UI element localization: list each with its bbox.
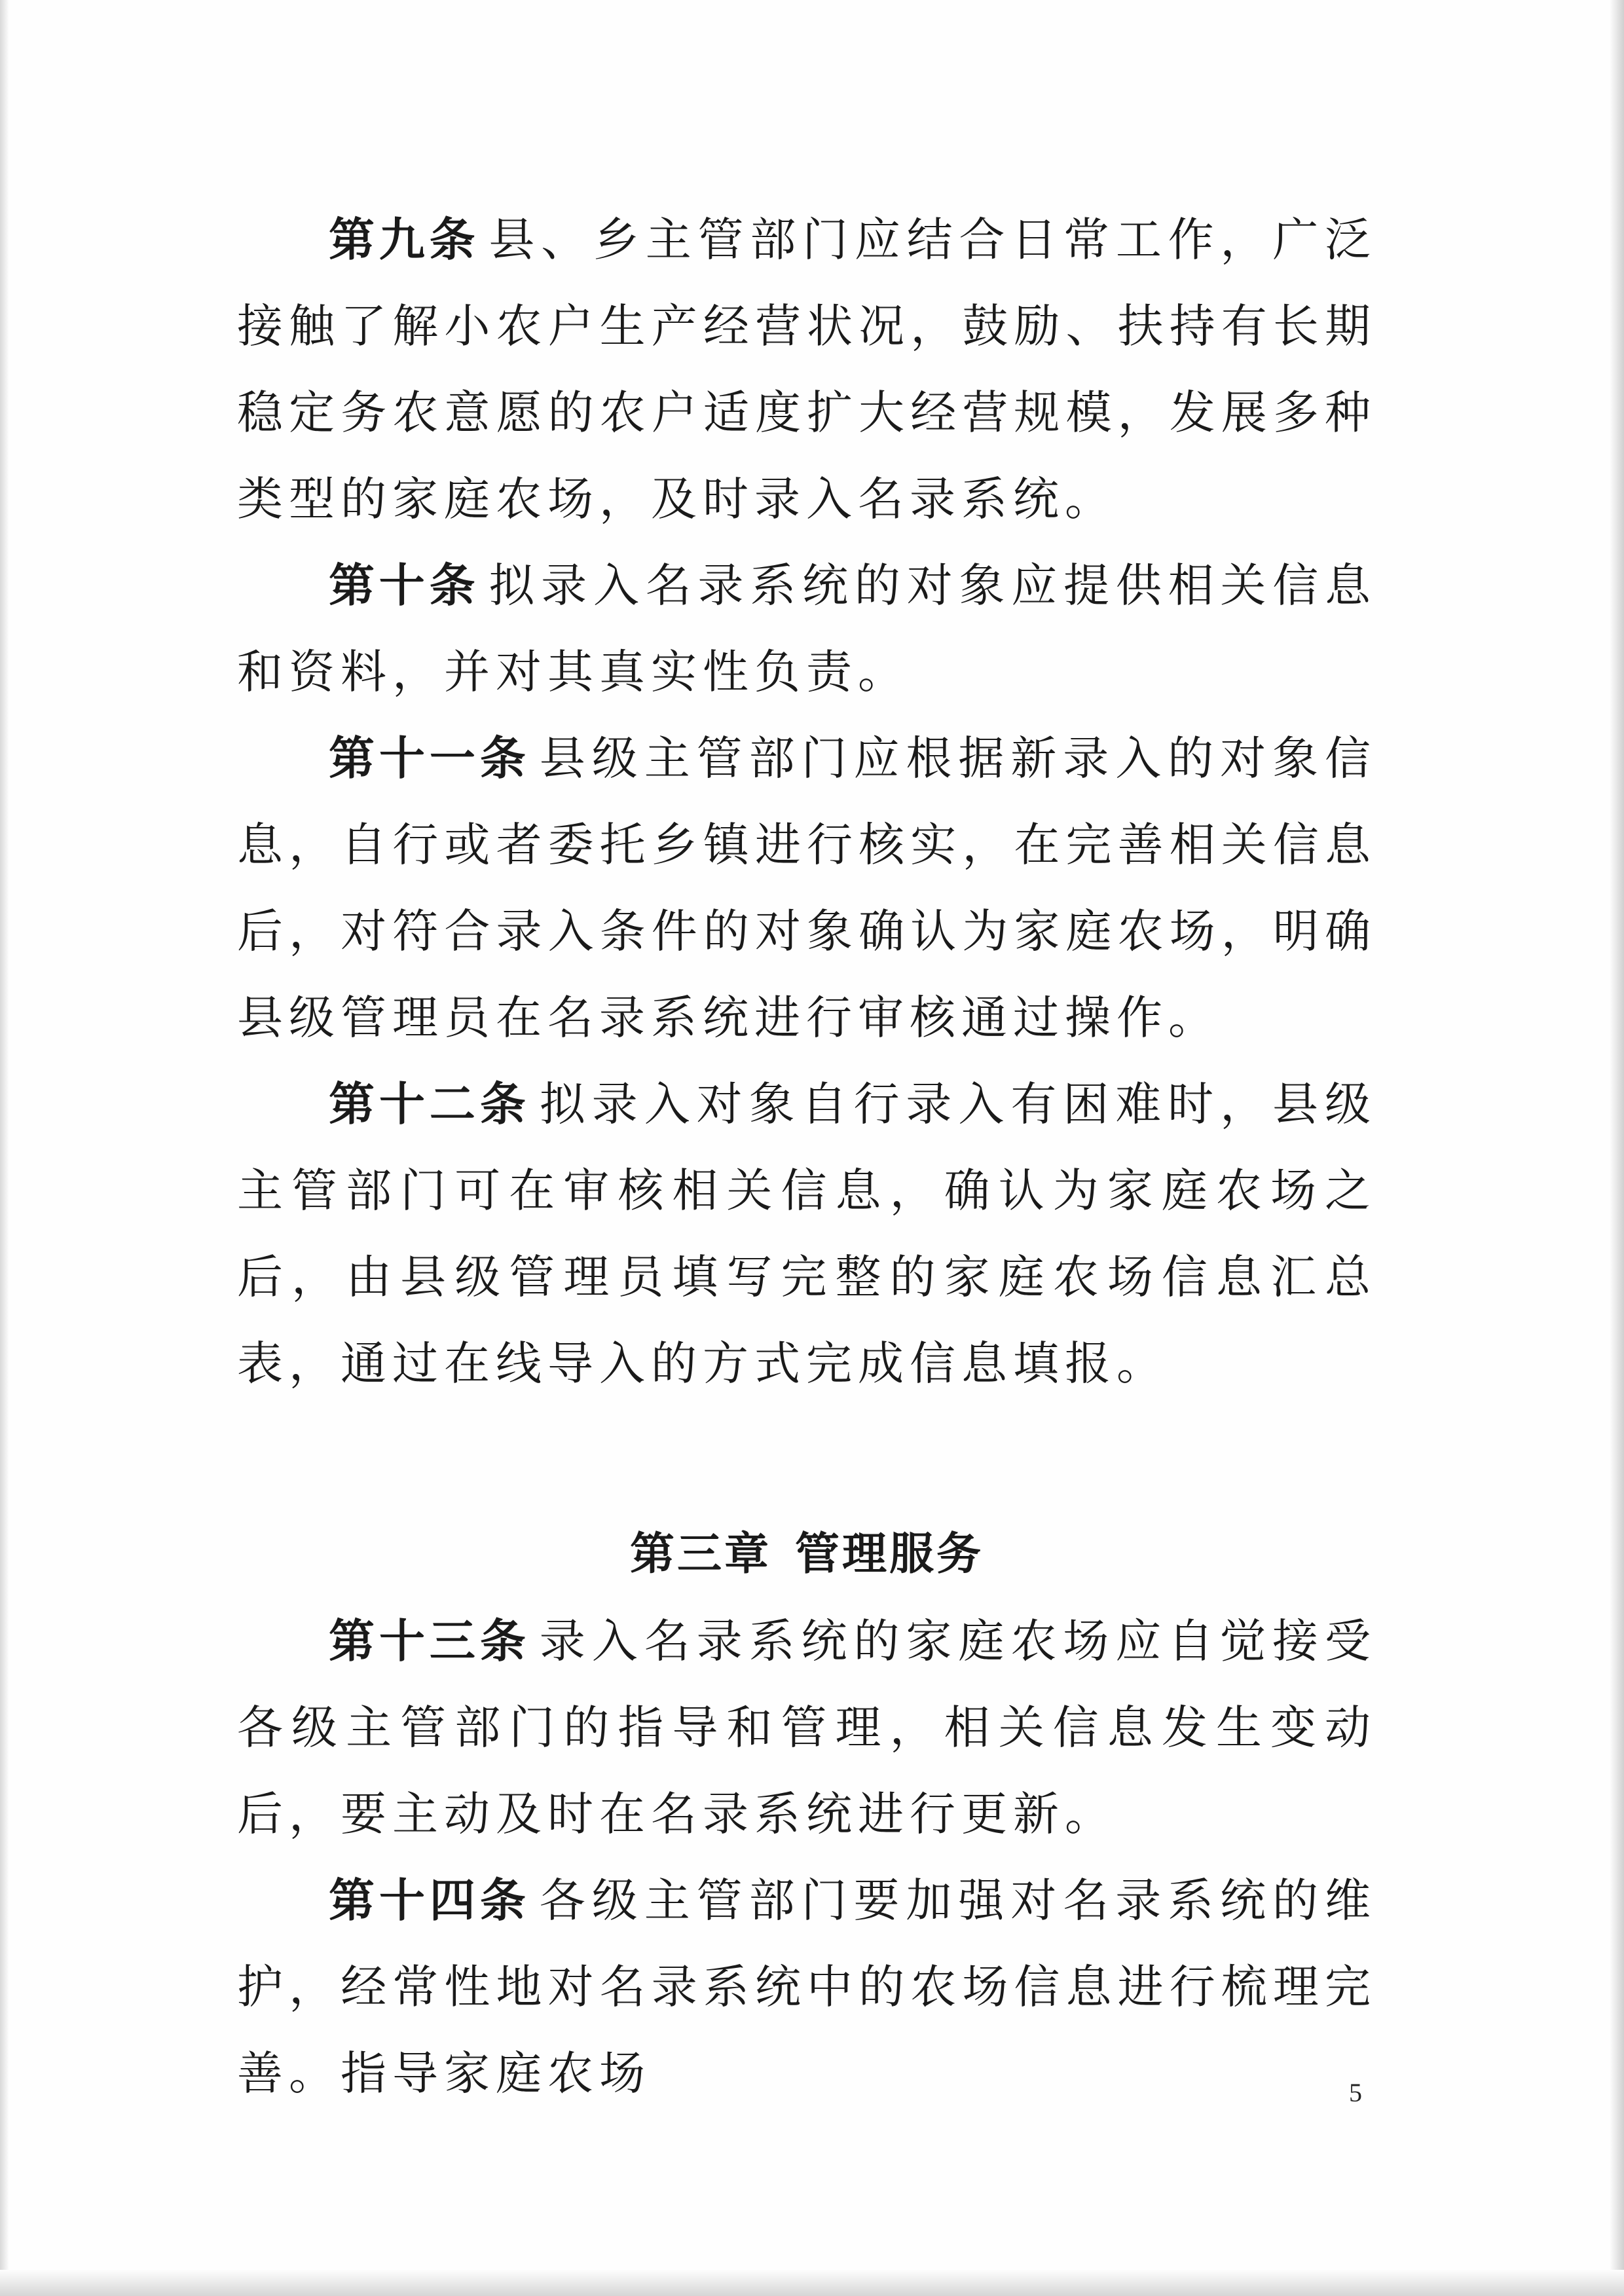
chapter-heading xyxy=(237,1511,1376,1598)
document-body xyxy=(237,196,1376,2117)
article-10 xyxy=(237,542,1376,715)
article-11 xyxy=(237,715,1376,1061)
chapter-number: 第三章 xyxy=(629,1528,771,1580)
chapter-title-text: 管理服务 xyxy=(795,1528,984,1580)
article-label: 第十一条 xyxy=(329,731,530,785)
scan-edge-left xyxy=(0,0,9,2296)
article-text: 各级主管部门要加强对名录系统的维护，经常性地对名录系统中的农场信息进行梳理完善。指导家庭农场 xyxy=(237,1874,1377,2100)
article-text: 县、乡主管部门应结合日常工作，广泛接触了解小农户生产经营状况，鼓励、扶持有长期稳定务农意愿的农户适度扩大经营规模，发展多种类型的家庭农场，及时录入名录系统。 xyxy=(237,213,1377,526)
scan-edge-bottom xyxy=(0,2270,1624,2296)
article-text: 录入名录系统的家庭农场应自觉接受各级主管部门的指导和管理，相关信息发生变动后，要主动及时在名录系统进行更新。 xyxy=(237,1614,1377,1841)
article-text: 拟录入名录系统的对象应提供相关信息和资料，并对其真实性负责。 xyxy=(237,559,1377,699)
article-label: 第十四条 xyxy=(329,1874,530,1927)
article-label: 第十二条 xyxy=(329,1077,530,1131)
article-label: 第九条 xyxy=(329,213,480,267)
scan-edge-right xyxy=(1610,0,1624,2296)
article-label: 第十三条 xyxy=(329,1614,530,1668)
article-text: 拟录入对象自行录入有困难时，县级主管部门可在审核相关信息，确认为家庭农场之后，由县级管理员填写完整的家庭农场信息汇总表，通过在线导入的方式完成信息填报。 xyxy=(237,1077,1377,1390)
article-9 xyxy=(237,196,1376,542)
article-14 xyxy=(237,1857,1376,2117)
article-label: 第十条 xyxy=(329,559,480,612)
article-13 xyxy=(237,1598,1376,1857)
page-number: 5 xyxy=(1349,2078,1362,2107)
article-text: 县级主管部门应根据新录入的对象信息，自行或者委托乡镇进行核实，在完善相关信息后，对符合录入条件的对象确认为家庭农场，明确县级管理员在名录系统进行审核通过操作。 xyxy=(237,731,1377,1045)
chapter-spacer xyxy=(237,1407,1376,1511)
article-12 xyxy=(237,1061,1376,1407)
